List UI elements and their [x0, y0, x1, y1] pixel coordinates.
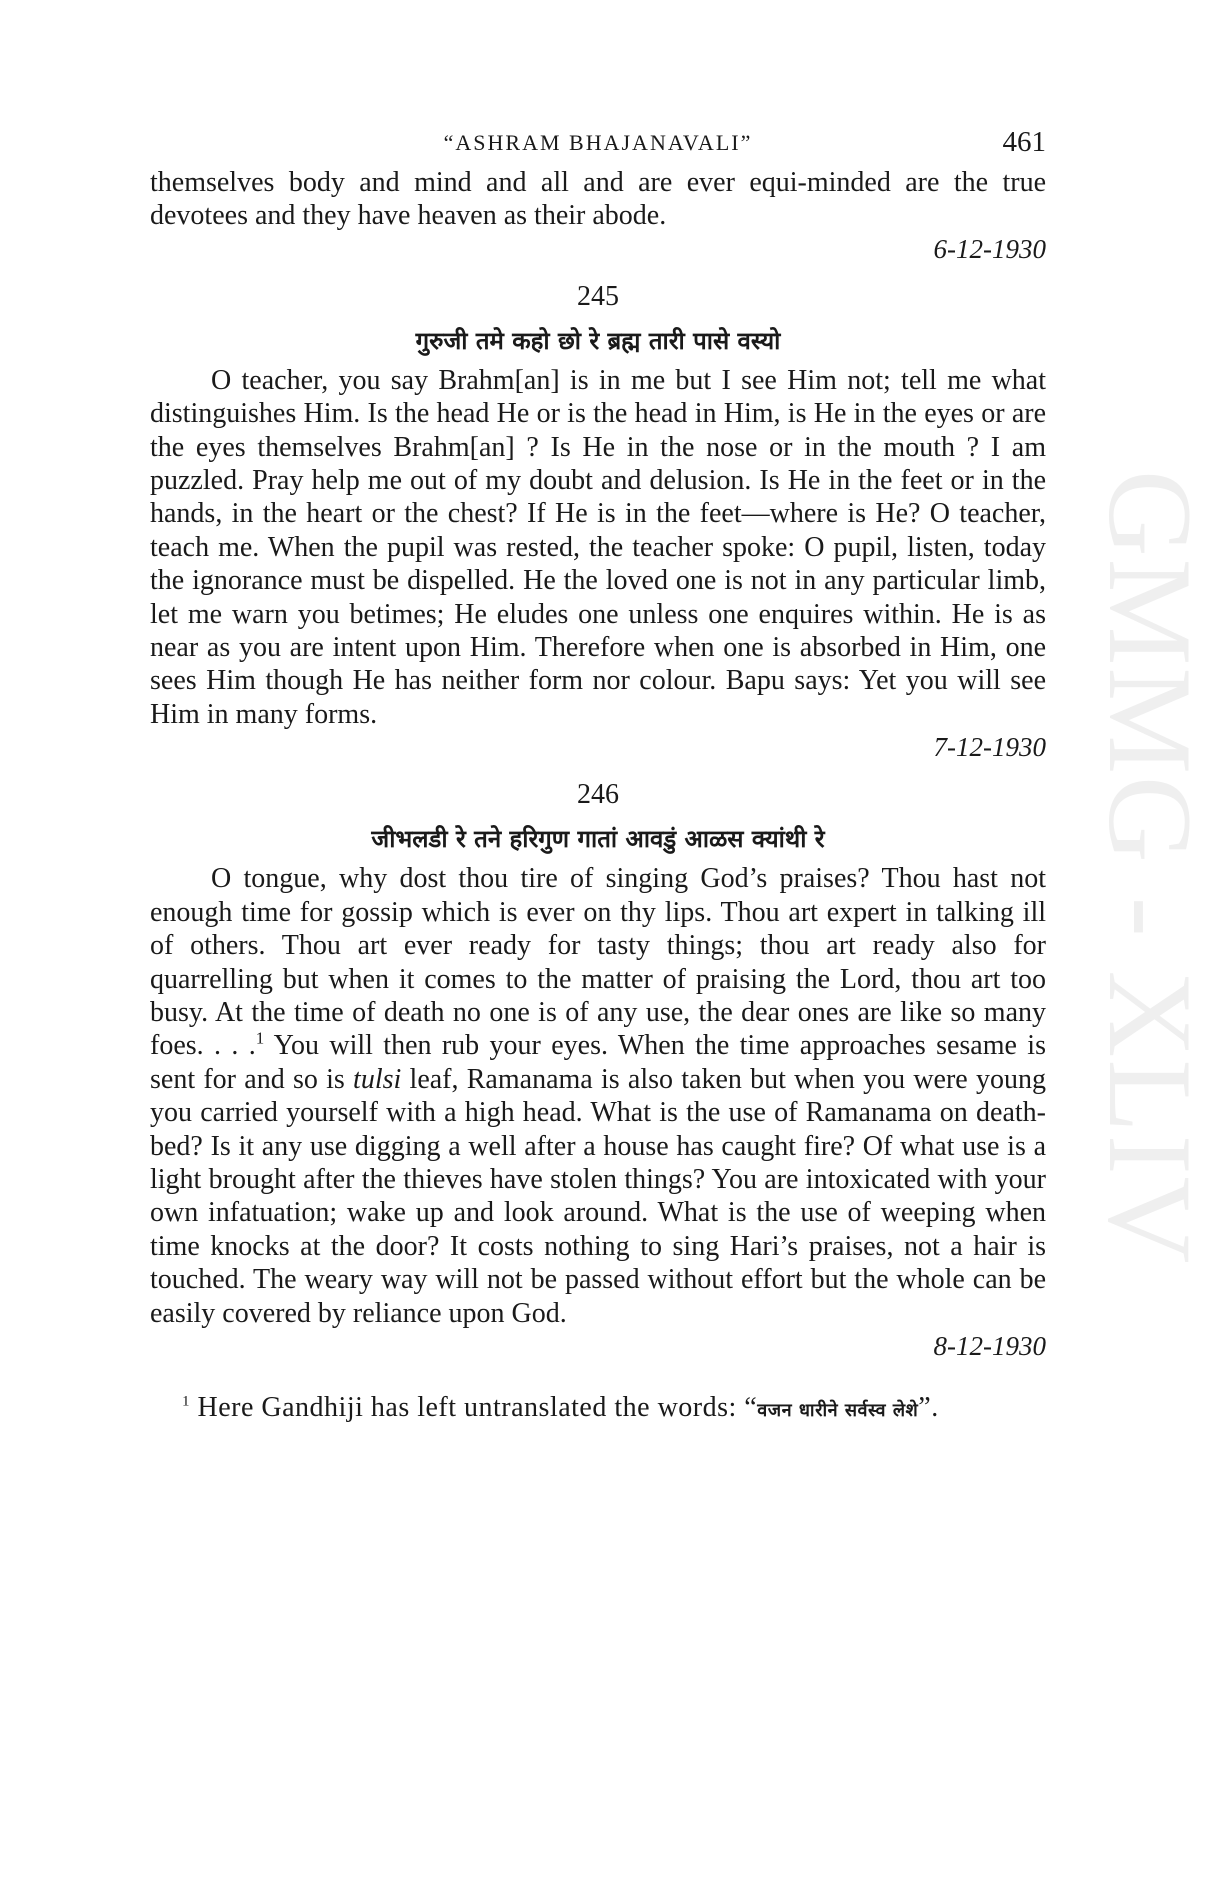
italic-term: tulsi: [353, 1063, 402, 1095]
page: [150, 126, 1046, 1427]
page-number: 461: [1002, 126, 1046, 158]
running-title: “ASHRAM BHAJANAVALI”: [443, 130, 753, 155]
entry-title-devanagari: जीभलडी रे तने हरिगुण गातां आवडुं आळस क्यांथी रे: [371, 825, 825, 854]
entry-title-devanagari: गुरुजी तमे कहो छो रे ब्रह्म तारी पासे वस्यो: [415, 326, 781, 355]
footnote-devanagari: वजन धारीने सर्वस्व लेशे: [757, 1399, 919, 1421]
running-head: [150, 126, 1046, 166]
footnote: [150, 1391, 1046, 1427]
entry-number: 245: [577, 280, 619, 312]
footnote-quote-open: “: [744, 1391, 758, 1423]
entry-paragraph: O teacher, you say Brahm[an] is in me but I see Him not; tell me what distinguishes Him. Is the head He or is the head in Him, is He in the eyes or are the eyes themselves Brahm[an] ? Is He in the nose or in the mouth ? I am puzzled. Pray help me out of my doubt and delusion. Is He in the feet or in the hands, in the heart or the chest? If He is in the feet—where is He? O teacher, teach me. When the pupil was rested, the teacher spoke: O pupil, listen, today the ignorance must be dispelled. He the loved one is not in any particular limb, let me warn you betimes; He eludes one unless one enquires within. He is as near as you are intent upon Him. Therefore when one is absorbed in Him, one sees Him though He has neither form nor colour. Bapu says: Yet you will see Him in many forms.: [150, 364, 1046, 730]
footnote-quote-close: ”.: [918, 1391, 939, 1423]
paragraph-text: O tongue, why dost thou tire of singing God’s praises? Thou hast not enough time for gossip which is ever on thy lips. Thou art expert in talking ill of others. Thou art ever ready for tasty things; thou art ready also for quarrelling but when it comes to the matter of praising the Lord, thou art too busy. At the time of death no one is of any use, the dear ones are like so many foes. . . .: [150, 863, 1046, 1062]
date-line: 7-12-1930: [933, 732, 1046, 763]
date-line: 8-12-1930: [933, 1330, 1046, 1361]
footnote-reference[interactable]: 1: [255, 1028, 265, 1048]
paragraph-text: You will then rub your eyes. When the time approaches sesame is sent for and so is: [150, 1030, 1046, 1095]
date-line: 6-12-1930: [933, 233, 1046, 264]
continuation-paragraph: themselves body and mind and all and are ever equi-minded are the true devotees and they have heaven as their abode.: [150, 167, 1046, 232]
paragraph-text: leaf, Ramanama is also taken but when you were young you carried yourself with a high head. What is the use of Ramanama on death-bed? Is it any use digging a well after a house has caught fire? Of what use is a light brought after the thieves have stolen things? You are intoxicated with your own infatuation; wake up and look around. What is the use of weeping when time knocks at the door? It costs nothing to sing Hari’s praises, not a hair is touched. The weary way will not be passed without effort but the whole can be easily covered by reliance upon God.: [150, 1063, 1046, 1329]
footnote-text: Here Gandhiji has left untranslated the words:: [197, 1391, 745, 1423]
entry-paragraph: [150, 862, 1046, 1330]
entry-number: 246: [577, 779, 619, 811]
footnote-mark: 1: [182, 1393, 190, 1410]
watermark: GMMG - XLIV: [1084, 470, 1217, 1266]
